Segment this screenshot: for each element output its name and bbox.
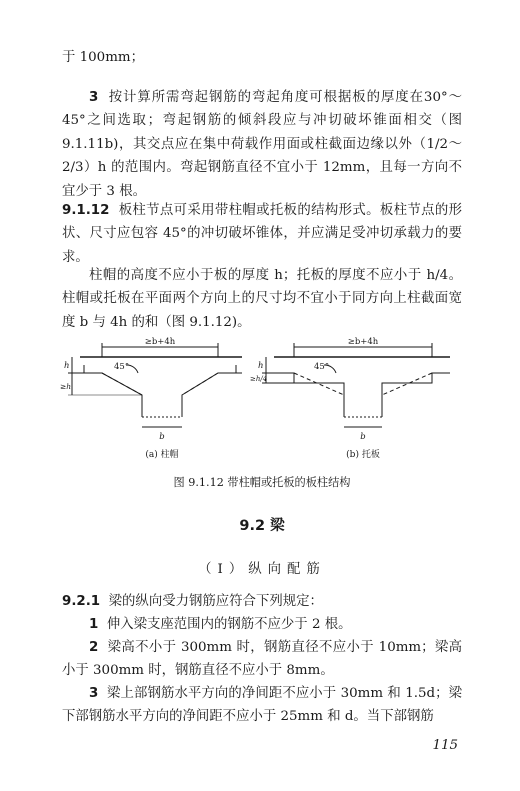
clause-item-1 [62,613,462,636]
figure-title: 图 9.1.12 带柱帽或托板的板柱结构 [173,476,351,489]
clause-text: 伸入梁支座范围内的钢筋不应少于 2 根。 [106,617,352,632]
h2-label-left: ≥h [60,382,72,391]
dim-label-top-right: ≥b+4h [347,337,379,347]
paragraph-clause-3 [62,86,462,203]
cap-outline-right [182,365,236,413]
h2-label-right: ≥h/4 [250,375,268,383]
page-number: 115 [432,738,458,753]
paragraph-column-cap: 柱帽的高度不应小于板的厚度 h；托板的厚度不应小于 h/4。柱帽或托板在平面两个方向上的尺寸均不宜小于同方向上柱截面宽度 b 与 4h 的和（图 9.1.12)。 [62,268,462,330]
section-title: 9.2 梁 [239,518,285,534]
clause-item-3 [62,682,462,729]
b-label-left: b [159,432,165,442]
dim-label-top-left: ≥b+4h [144,337,176,347]
clause-9-2-1 [62,590,462,613]
figure-column-cap-drop-panel [62,335,462,475]
caption-b: (b) 托板 [346,450,380,460]
section-subtitle: （Ⅰ）纵向配筋 [198,562,326,577]
clause-text: 板柱节点可采用带柱帽或托板的结构形式。板柱节点的形状、尺寸应包容 45°的冲切破坏锥体，并应满足受冲切承载力的要求。 [62,203,463,265]
clause-number: 9.2.1 [62,594,101,609]
clause-number: 2 [89,640,99,655]
clause-text: 梁上部钢筋水平方向的净间距不应小于 30mm 和 1.5d；梁下部钢筋水平方向的净间距不应小于 25mm 和 d。当下部钢筋 [62,686,462,725]
clause-number: 9.1.12 [62,203,110,218]
clause-number: 3 [89,686,99,701]
h-label-right: h [258,361,264,371]
clause-number: 3 [89,90,99,105]
clause-text: 按计算所需弯起钢筋的弯起角度可根据板的厚度在30°～45°之间选取；弯起钢筋的倾斜段应与冲切破坏锥面相交（图9.1.11b)，其交点应在集中荷载作用面或柱截面边缘以外（1/2～2/3）h 的范围内。弯起钢筋直径不宜小于 12mm，且每一方向不宜少于 3 根。 [62,90,462,199]
h-label-left: h [64,361,70,371]
b-label-right: b [360,432,366,442]
cap-outline-left [84,365,142,413]
angle-label-left: 45° [114,362,130,372]
clause-item-2 [62,636,462,683]
clause-text: 梁高不小于 300mm 时，钢筋直径不应小于 10mm；梁高小于 300mm 时，钢筋直径不应小于 8mm。 [62,640,463,679]
angle-label-right: 45° [314,362,330,372]
clause-number: 1 [89,617,99,632]
caption-a: (a) 柱帽 [145,450,179,460]
clause-text: 梁的纵向受力钢筋应符合下列规定： [108,594,323,609]
paragraph-9-1-12 [62,199,462,269]
paragraph-line: 于 100mm； [62,50,144,65]
